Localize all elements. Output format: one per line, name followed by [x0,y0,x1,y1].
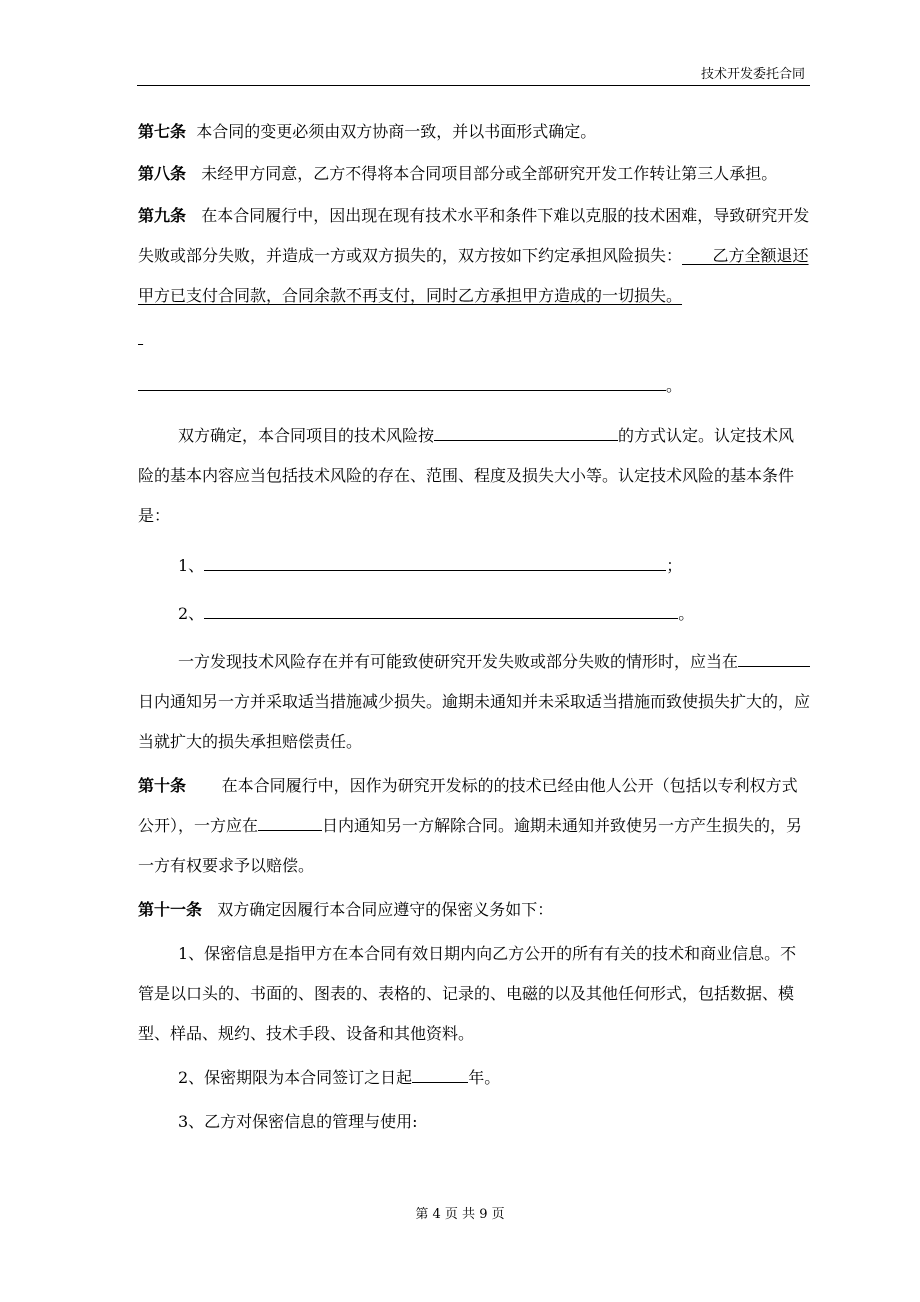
risk-bearing-filled-text: 乙方全额退还甲方已支付合同款，合同余款不再支付，同时乙方承担甲方造成的一切损失。 [138,246,809,305]
termination-days-blank [258,813,322,831]
confidential-item-2-text-a: 2、保密期限为本合同签订之日起 [178,1068,413,1087]
article-10 [138,766,810,886]
article-8 [138,154,810,194]
article-9-text: 在本合同履行中，因出现在现有技术水平和条件下难以克服的技术困难，导致研究开发失败或部分失败，并造成一方或双方损失的，双方按如下约定承担风险损失： [138,206,810,265]
confidential-years-blank [412,1065,468,1083]
condition-2-number: 2、 [178,604,205,623]
article-10-text-a: 在本合同履行中，因作为研究开发标的的技术已经由他人公开（包括以专利权方式公开），一方应在 [138,776,798,835]
condition-2-blank [204,601,678,619]
notify-text-b: 日内通知另一方并采取适当措施减少损失。逾期未通知并未采取适当措施而致使损失扩大的，应当就扩大的损失承担赔偿责任。 [138,692,811,751]
article-8-label: 第八条 [138,164,187,183]
condition-1-number: 1、 [178,556,205,575]
article-7-text: 本合同的变更必须由双方协商一致，并以书面形式确定。 [196,122,597,141]
risk-condition-2 [138,594,810,634]
end-mark: 。 [666,376,683,395]
article-7 [138,112,810,152]
article-10-label: 第十条 [138,776,187,795]
running-header: 技术开发委托合同 [700,67,805,82]
article-7-label: 第七条 [138,122,187,141]
risk-determination [138,416,810,536]
article-9 [138,196,810,356]
article-11 [138,890,810,930]
risk-text-b: 的方式认定。认定技术风险的基本内容应当包括技术风险的存在、范围、程度及损失大小等。认定技术风险的基本条件是： [138,426,795,525]
article-11-label: 第十一条 [138,900,203,919]
condition-1-blank [204,553,666,571]
article-9-label: 第九条 [138,206,187,225]
page-number: 第 4 页 共 9 页 [415,1207,505,1222]
confidential-item-3: 3、乙方对保密信息的管理与使用: [178,1112,418,1131]
confidential-item-2 [138,1058,810,1098]
confidential-item-1: 1、保密信息是指甲方在本合同有效日期内向乙方公开的所有有关的技术和商业信息。不管是以口头的、书面的、图表的、表格的、记录的、电磁的以及其他任何形式，包括数据、模型、样品、规约、技术手段、设备和其他资料。 [138,944,797,1043]
article-11-text: 双方确定因履行本合同应遵守的保密义务如下： [217,900,554,919]
condition-1-end: ； [666,556,683,575]
confidential-item-2-text-b: 年。 [468,1068,501,1087]
article-9-blank-line [138,364,810,404]
risk-condition-1 [138,546,810,586]
condition-2-end: 。 [678,604,695,623]
article-8-text: 未经甲方同意，乙方不得将本合同项目部分或全部研究开发工作转让第三人承担。 [201,164,778,183]
notify-days-blank [738,649,810,667]
blank-line [138,364,666,391]
header-rule [137,85,810,86]
risk-text-a: 双方确定，本合同项目的技术风险按 [178,426,435,445]
notify-text-a: 一方发现技术风险存在并有可能致使研究开发失败或部分失败的情形时，应当在 [178,652,739,671]
contract-body [138,112,810,1142]
risk-notification [138,642,810,762]
risk-method-blank [434,423,618,441]
article-10-text-b: 日内通知另一方解除合同。逾期未通知并致使另一方产生损失的，另一方有权要求予以赔偿。 [138,816,803,875]
